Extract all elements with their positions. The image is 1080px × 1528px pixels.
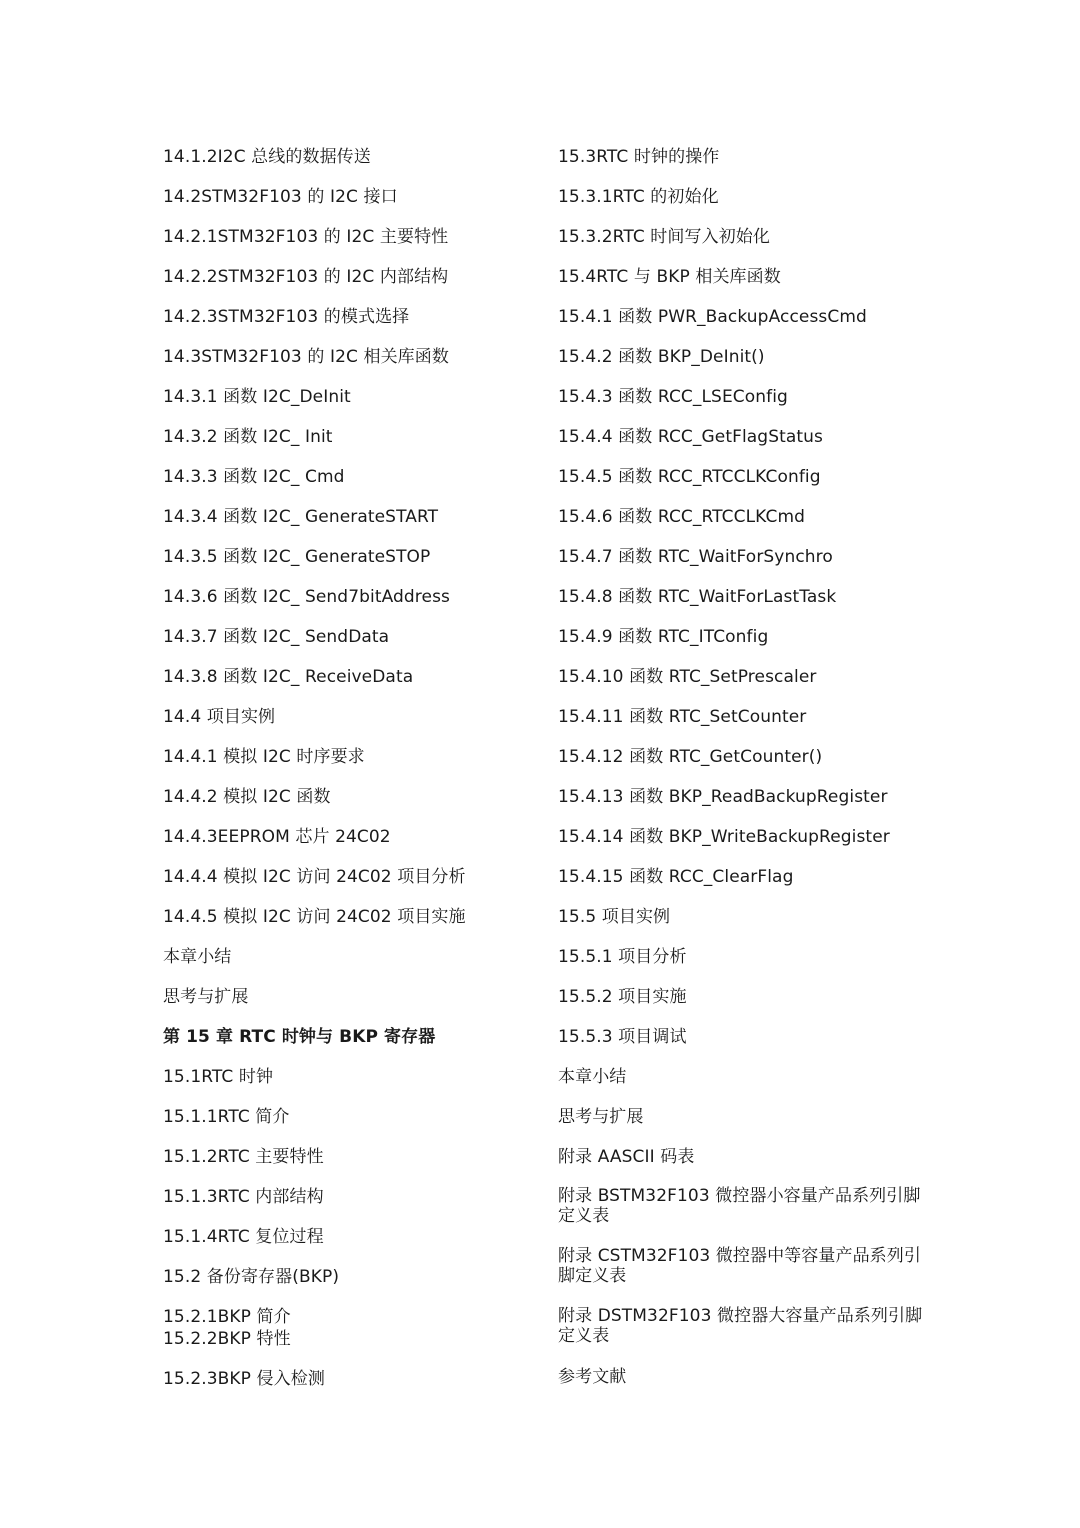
toc-entry[interactable]: 附录 BSTM32F103 微控器小容量产品系列引脚定义表	[558, 1186, 921, 1226]
toc-entry[interactable]: 14.4 项目实例	[163, 707, 276, 727]
toc-entry[interactable]: 15.1.2RTC 主要特性	[163, 1147, 324, 1167]
toc-entry[interactable]: 15.5 项目实例	[558, 907, 671, 927]
toc-entry[interactable]: 14.3.1 函数 I2C_DeInit	[163, 387, 351, 407]
toc-entry[interactable]: 14.4.3EEPROM 芯片 24C02	[163, 827, 391, 847]
toc-entry[interactable]: 14.4.2 模拟 I2C 函数	[163, 787, 331, 807]
toc-entry[interactable]: 14.2.3STM32F103 的模式选择	[163, 307, 410, 327]
toc-right-column	[558, 146, 928, 1406]
toc-entry[interactable]: 15.1.3RTC 内部结构	[163, 1187, 324, 1207]
toc-entry[interactable]: 参考文献	[558, 1367, 627, 1387]
toc-entry[interactable]: 15.5.3 项目调试	[558, 1027, 687, 1047]
toc-entry[interactable]: 15.4.5 函数 RCC_RTCCLKConfig	[558, 467, 821, 487]
toc-entry[interactable]: 附录 DSTM32F103 微控器大容量产品系列引脚定义表	[558, 1306, 923, 1346]
toc-entry[interactable]: 15.3.1RTC 的初始化	[558, 187, 719, 207]
toc-entry[interactable]: 附录 AASCII 码表	[558, 1147, 695, 1167]
toc-entry[interactable]: 15.5.2 项目实施	[558, 987, 687, 1007]
toc-entry[interactable]: 14.4.1 模拟 I2C 时序要求	[163, 747, 365, 767]
toc-entry[interactable]: 15.4.14 函数 BKP_WriteBackupRegister	[558, 827, 890, 847]
toc-entry[interactable]: 附录 CSTM32F103 微控器中等容量产品系列引脚定义表	[558, 1246, 921, 1286]
toc-entry[interactable]: 思考与扩展	[163, 987, 249, 1007]
toc-entry[interactable]: 15.2.1BKP 简介	[163, 1307, 291, 1327]
toc-entry[interactable]: 14.3.4 函数 I2C_ GenerateSTART	[163, 507, 439, 527]
toc-entry[interactable]: 14.3.5 函数 I2C_ GenerateSTOP	[163, 547, 431, 567]
toc-entry[interactable]: 15.5.1 项目分析	[558, 947, 687, 967]
toc-entry[interactable]: 15.1.1RTC 简介	[163, 1107, 290, 1127]
toc-entry[interactable]: 15.2.3BKP 侵入检测	[163, 1369, 325, 1389]
chapter-heading[interactable]: 第 15 章 RTC 时钟与 BKP 寄存器	[163, 1027, 436, 1047]
toc-entry[interactable]: 14.4.4 模拟 I2C 访问 24C02 项目分析	[163, 867, 466, 887]
toc-entry[interactable]: 14.3.6 函数 I2C_ Send7bitAddress	[163, 587, 450, 607]
toc-entry[interactable]: 15.4.4 函数 RCC_GetFlagStatus	[558, 427, 823, 447]
toc-entry[interactable]: 15.4.12 函数 RTC_GetCounter()	[558, 747, 823, 767]
toc-entry[interactable]: 14.2STM32F103 的 I2C 接口	[163, 187, 398, 207]
toc-entry[interactable]: 15.4RTC 与 BKP 相关库函数	[558, 267, 781, 287]
toc-entry[interactable]: 14.3.2 函数 I2C_ Init	[163, 427, 333, 447]
toc-entry[interactable]: 15.2.2BKP 特性	[163, 1329, 291, 1349]
toc-entry[interactable]: 15.4.9 函数 RTC_ITConfig	[558, 627, 769, 647]
toc-entry[interactable]: 15.4.2 函数 BKP_DeInit()	[558, 347, 765, 367]
toc-entry[interactable]: 14.3.8 函数 I2C_ ReceiveData	[163, 667, 414, 687]
toc-entry[interactable]: 15.4.6 函数 RCC_RTCCLKCmd	[558, 507, 805, 527]
toc-entry[interactable]: 14.3STM32F103 的 I2C 相关库函数	[163, 347, 449, 367]
toc-entry[interactable]: 15.4.8 函数 RTC_WaitForLastTask	[558, 587, 837, 607]
toc-entry[interactable]: 14.3.3 函数 I2C_ Cmd	[163, 467, 345, 487]
toc-entry[interactable]: 15.4.3 函数 RCC_LSEConfig	[558, 387, 788, 407]
toc-entry[interactable]: 本章小结	[558, 1067, 627, 1087]
toc-entry[interactable]: 15.1RTC 时钟	[163, 1067, 274, 1087]
toc-entry[interactable]: 15.4.11 函数 RTC_SetCounter	[558, 707, 807, 727]
toc-entry[interactable]: 14.2.1STM32F103 的 I2C 主要特性	[163, 227, 449, 247]
toc-entry[interactable]: 15.4.13 函数 BKP_ReadBackupRegister	[558, 787, 888, 807]
toc-entry[interactable]: 14.2.2STM32F103 的 I2C 内部结构	[163, 267, 449, 287]
toc-left-column	[163, 146, 533, 1408]
toc-entry[interactable]: 15.4.15 函数 RCC_ClearFlag	[558, 867, 794, 887]
toc-entry[interactable]: 15.4.7 函数 RTC_WaitForSynchro	[558, 547, 833, 567]
toc-entry[interactable]: 15.4.1 函数 PWR_BackupAccessCmd	[558, 307, 867, 327]
toc-entry[interactable]: 14.4.5 模拟 I2C 访问 24C02 项目实施	[163, 907, 466, 927]
toc-entry[interactable]: 15.1.4RTC 复位过程	[163, 1227, 324, 1247]
toc-entry[interactable]: 15.3.2RTC 时间写入初始化	[558, 227, 771, 247]
toc-entry[interactable]: 14.3.7 函数 I2C_ SendData	[163, 627, 390, 647]
toc-entry[interactable]: 15.3RTC 时钟的操作	[558, 147, 720, 167]
toc-entry[interactable]: 15.2 备份寄存器(BKP)	[163, 1267, 340, 1287]
toc-entry[interactable]: 15.4.10 函数 RTC_SetPrescaler	[558, 667, 817, 687]
toc-entry[interactable]: 思考与扩展	[558, 1107, 644, 1127]
toc-entry[interactable]: 本章小结	[163, 947, 232, 967]
toc-entry[interactable]: 14.1.2I2C 总线的数据传送	[163, 147, 371, 167]
